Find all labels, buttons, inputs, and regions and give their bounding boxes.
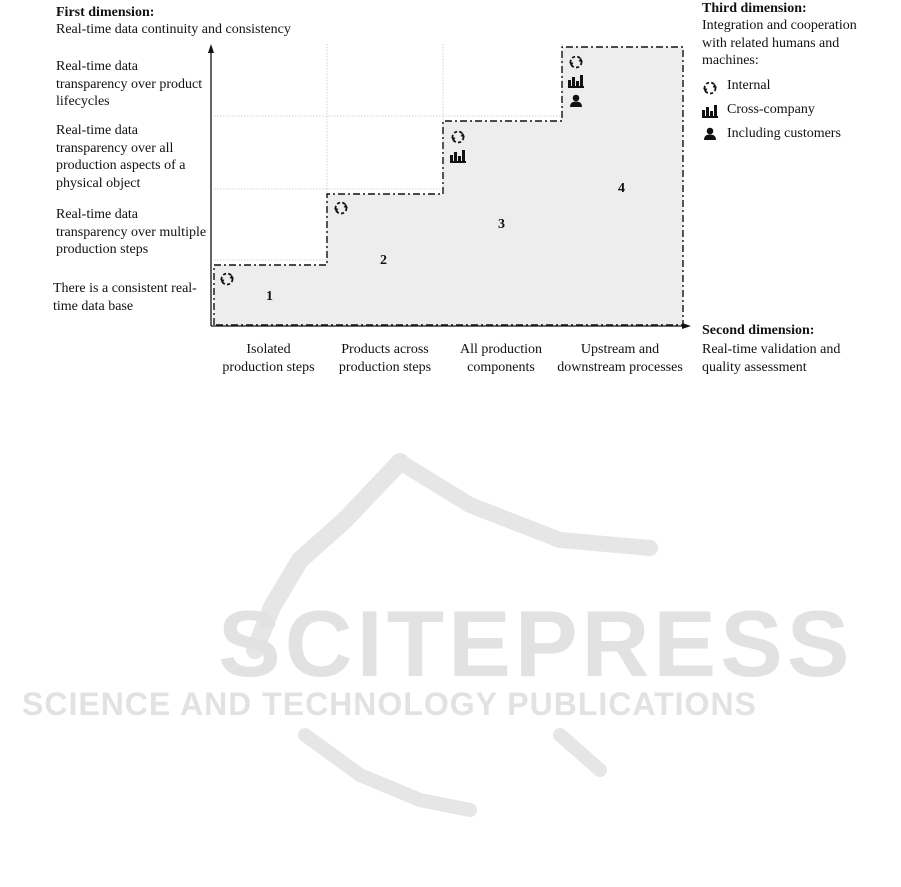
stage-2-number: 2: [380, 253, 387, 268]
internal-cycle-icon: [568, 54, 584, 70]
internal-cycle-icon: [219, 271, 235, 287]
x-level-4: Upstream and downstream processes: [557, 342, 683, 375]
y-level-2: Real-time data transparency over multiple production steps: [56, 207, 207, 257]
internal-cycle-icon: [333, 200, 349, 216]
customer-person-icon: [569, 94, 583, 108]
x-axis-arrow: [682, 323, 691, 329]
third-dimension-title: Third dimension:: [702, 1, 807, 16]
cross-company-factory-icon: [450, 149, 466, 163]
x-level-3: All production components: [459, 342, 543, 375]
staircase-fill: [214, 47, 683, 325]
customer-person-icon: [703, 127, 717, 141]
second-dimension-subtitle: Real-time validation and quality assessment: [702, 342, 841, 375]
watermark-title: SCITEPRESS: [218, 591, 854, 696]
stage-1-number: 1: [266, 289, 273, 304]
legend-internal-label: Internal: [727, 78, 771, 93]
legend-cross-company-label: Cross-company: [727, 102, 815, 117]
second-dimension-title: Second dimension:: [702, 323, 815, 338]
watermark-subtitle: SCIENCE AND TECHNOLOGY PUBLICATIONS: [22, 686, 757, 722]
stage-4-number: 4: [618, 181, 625, 196]
first-dimension-subtitle: Real-time data continuity and consistency: [56, 22, 291, 37]
internal-cycle-icon: [702, 80, 718, 96]
x-level-1: Isolated production steps: [222, 342, 315, 375]
cross-company-factory-icon: [568, 74, 584, 88]
x-level-2: Products across production steps: [338, 342, 432, 375]
y-level-4: Real-time data transparency over product lifecycles: [56, 59, 203, 109]
legend-customers-label: Including customers: [727, 126, 841, 141]
first-dimension-title: First dimension:: [56, 5, 155, 20]
internal-cycle-icon: [450, 129, 466, 145]
stage-3-number: 3: [498, 217, 505, 232]
y-level-1: There is a consistent real-time data base: [53, 281, 197, 314]
y-axis-arrow: [208, 44, 214, 53]
y-level-3: Real-time data transparency over all production aspects of a physical object: [56, 123, 186, 191]
cross-company-factory-icon: [702, 104, 718, 118]
third-dimension-subtitle: Integration and cooperation with related humans and machines:: [702, 18, 857, 68]
